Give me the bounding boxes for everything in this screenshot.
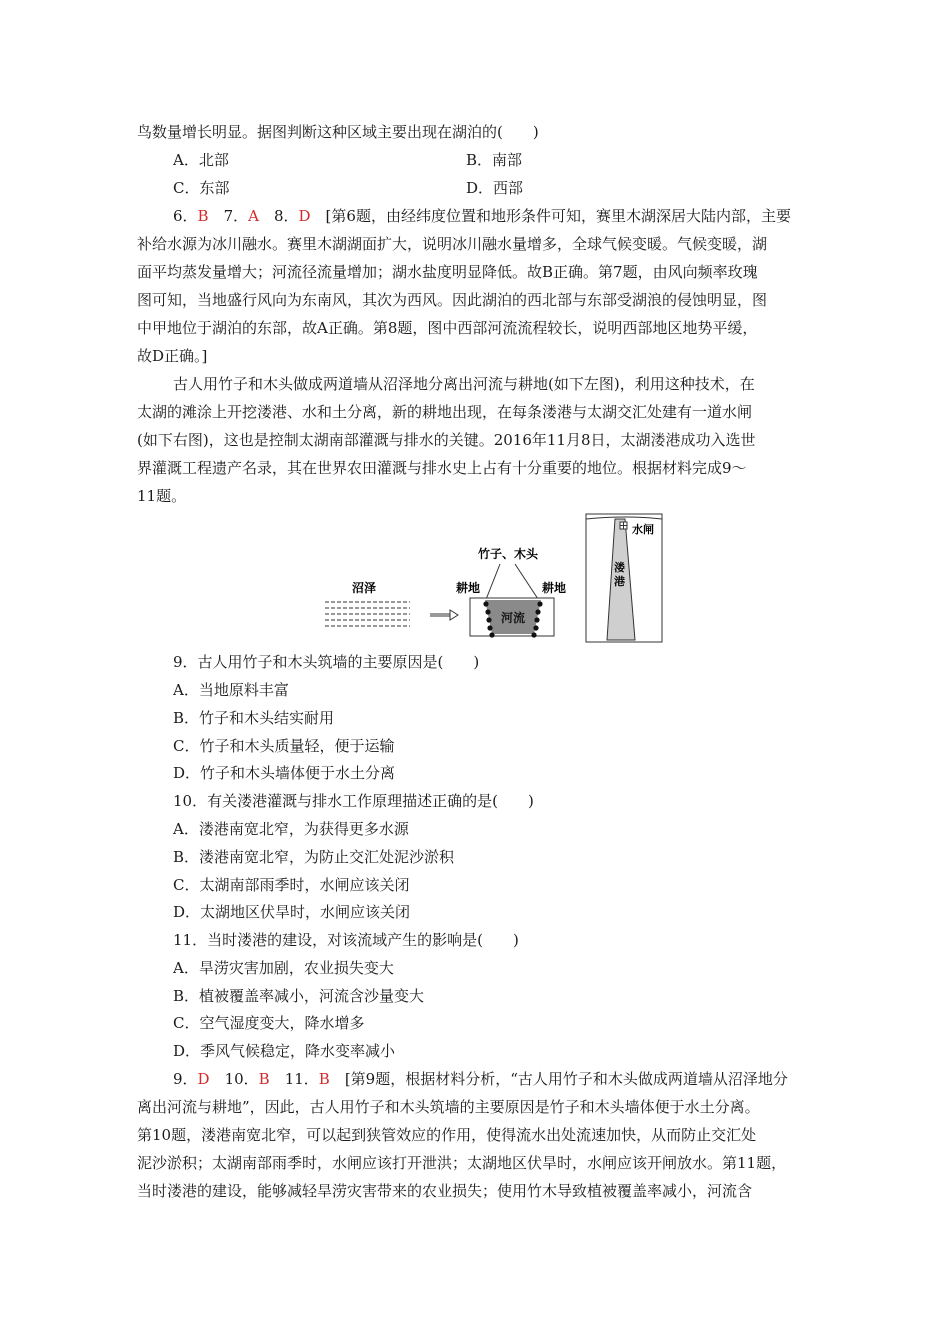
pointer-line xyxy=(515,564,540,602)
lougang-gate-diagram xyxy=(585,513,665,645)
question-11-stem: 11．当时溇港的建设，对该流域产生的影响是( ) xyxy=(173,931,519,949)
marsh-to-river-diagram xyxy=(320,540,580,640)
question-5-stem-tail: 鸟数量增长明显。据图判断这种区域主要出现在湖泊的( ) xyxy=(137,123,539,141)
question-9-stem: 9．古人用竹子和木头筑墙的主要原因是( ) xyxy=(173,653,480,671)
material-paragraph-line: (如下右图)，这也是控制太湖南部灌溉与排水的关键。2016年11月8日，太湖溇港成功入选世 xyxy=(137,431,756,449)
lougang-label-1: 溇 xyxy=(614,561,625,574)
answer-8-letter: D xyxy=(298,207,311,225)
q9-option-b: B．竹子和木头结实耐用 xyxy=(173,709,335,727)
q5-option-c: C．东部 xyxy=(173,179,230,197)
answer-6-letter: B xyxy=(197,207,209,225)
material-paragraph-line: 太湖的滩涂上开挖溇港、水和土分离，新的耕地出现，在每条溇港与太湖交汇处建有一道水闸 xyxy=(137,403,753,421)
q10-option-d: D．太湖地区伏旱时，水闸应该关闭 xyxy=(173,903,411,921)
explanation-9-11-line: 泥沙淤积；太湖南部雨季时，水闸应该打开泄洪；太湖地区伏旱时，水闸应该开闸放水。第11题， xyxy=(137,1154,787,1172)
arrow-icon xyxy=(430,610,458,620)
gate-label: 水闸 xyxy=(632,523,654,536)
q5-option-d: D．西部 xyxy=(466,179,524,197)
explanation-6-8-line: 面平均蒸发量增大；河流径流量增加；湖水盐度明显降低。故B正确。第7题，由风向频率玫瑰 xyxy=(137,263,758,281)
explanation-6-8-line: [第6题，由经纬度位置和地形条件可知，赛里木湖深居大陆内部，主要 xyxy=(310,207,791,225)
explanation-9-11-line: 当时溇港的建设，能够减轻旱涝灾害带来的农业损失；使用竹木导致植被覆盖率减小，河流含 xyxy=(137,1182,753,1200)
answer-9-letter: D xyxy=(197,1070,210,1088)
answer-7-letter: A xyxy=(248,207,259,225)
explanation-6-8-line: 图可知，当地盛行风向为东南风，其次为西风。因此湖泊的西北部与东部受湖浪的侵蚀明显，图 xyxy=(137,291,768,309)
lougang-label-2: 港 xyxy=(614,575,625,588)
explanation-6-8-line: 中甲地位于湖泊的东部，故A正确。第8题，图中西部河流流程较长，说明西部地区地势平缓， xyxy=(137,319,758,337)
answer-9-11-line: 9．D 10．B 11．B [第9题，根据材料分析，“古人用竹子和木头做成两道墙从沼泽地分 xyxy=(173,1070,788,1088)
question-10-stem: 10．有关溇港灌溉与排水工作原理描述正确的是( ) xyxy=(173,792,534,810)
q11-option-a: A．旱涝灾害加剧，农业损失变大 xyxy=(173,959,394,977)
q5-option-b: B．南部 xyxy=(466,151,523,169)
explanation-6-8-line: 故D正确。] xyxy=(137,347,208,365)
field-right-label: 耕地 xyxy=(542,581,567,595)
q11-option-c: C．空气湿度变大，降水增多 xyxy=(173,1014,365,1032)
answer-11-letter: B xyxy=(318,1070,330,1088)
q9-option-c: C．竹子和木头质量轻，便于运输 xyxy=(173,737,395,755)
explanation-9-11-line: [第9题，根据材料分析，“古人用竹子和木头做成两道墙从沼泽地分 xyxy=(329,1070,788,1088)
explanation-6-8-line: 补给水源为冰川融水。赛里木湖湖面扩大，说明冰川融水量增多，全球气候变暖。气候变暖，湖 xyxy=(137,235,768,253)
answer-10-letter: B xyxy=(258,1070,270,1088)
q10-option-a: A．溇港南宽北窄，为获得更多水源 xyxy=(173,820,409,838)
field-left-label: 耕地 xyxy=(456,581,481,595)
river-label: 河流 xyxy=(501,611,526,625)
q5-option-a: A．北部 xyxy=(173,151,229,169)
q11-option-d: D．季风气候稳定，降水变率减小 xyxy=(173,1042,396,1060)
answer-6-8-line: 6．B 7．A 8．D [第6题，由经纬度位置和地形条件可知，赛里木湖深居大陆内部，主要 xyxy=(173,207,791,225)
material-paragraph-line: 11题。 xyxy=(137,487,187,505)
pointer-line xyxy=(485,564,500,602)
q10-option-b: B．溇港南宽北窄，为防止交汇处泥沙淤积 xyxy=(173,848,455,866)
q11-option-b: B．植被覆盖率减小，河流含沙量变大 xyxy=(173,987,425,1005)
material-paragraph-line: 界灌溉工程遗产名录，其在世界农田灌溉与排水史上占有十分重要的地位。根据材料完成9～ xyxy=(137,459,747,477)
marsh-water-pattern xyxy=(325,602,410,626)
q9-option-a: A．当地原料丰富 xyxy=(173,681,289,699)
q10-option-c: C．太湖南部雨季时，水闸应该关闭 xyxy=(173,876,410,894)
marsh-label: 沼泽 xyxy=(352,581,377,595)
bamboo-wood-label: 竹子、木头 xyxy=(478,547,539,561)
material-paragraph-line: 古人用竹子和木头做成两道墙从沼泽地分离出河流与耕地(如下左图)，利用这种技术，在 xyxy=(173,375,755,393)
explanation-9-11-line: 第10题，溇港南宽北窄，可以起到狭管效应的作用，使得流水出处流速加快，从而防止交汇处 xyxy=(137,1126,757,1144)
q9-option-d: D．竹子和木头墙体便于水土分离 xyxy=(173,764,396,782)
explanation-9-11-line: 离出河流与耕地”，因此，古人用竹子和木头筑墙的主要原因是竹子和木头墙体便于水土分离。 xyxy=(137,1098,760,1116)
